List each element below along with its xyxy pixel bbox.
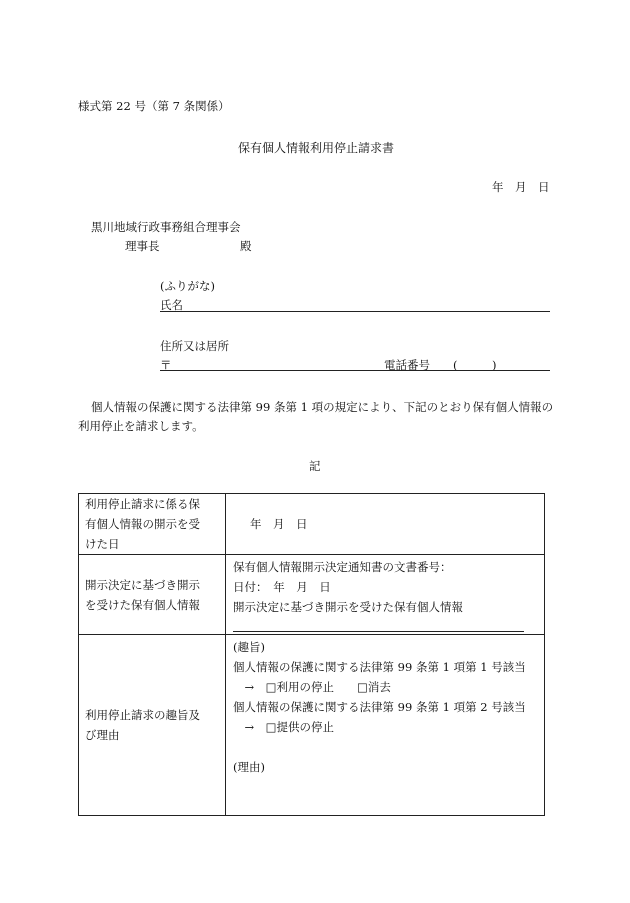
address-underline [160, 370, 550, 371]
purpose-item-1: 個人情報の保護に関する法律第 99 条第 1 項第 1 号該当 [233, 660, 526, 674]
table-row [79, 555, 545, 635]
row3-value[interactable] [226, 635, 545, 816]
row3-label-line: び理由 [85, 728, 120, 742]
notice-date: 日付： 年 月 日 [233, 580, 331, 594]
row2-label [79, 555, 226, 635]
purpose-heading: (趣旨) [233, 640, 265, 654]
phone-label: 電話番号 [384, 358, 430, 372]
row1-label-line: 利用停止請求に係る保 [85, 497, 200, 511]
table-row [79, 494, 545, 555]
form-number: 様式第 22 号（第 7 条関係） [78, 99, 230, 113]
phone-paren: ( ) [453, 358, 497, 372]
row2-label-line: を受けた保有個人情報 [85, 597, 200, 612]
form-title: 保有個人情報利用停止請求書 [238, 141, 395, 155]
purpose-item-2: 個人情報の保護に関する法律第 99 条第 1 項第 2 号該当 [233, 700, 526, 714]
spacer [233, 737, 544, 757]
name-label: 氏名 [160, 298, 183, 312]
notice-doc-number: 保有個人情報開示決定通知書の文書番号： [233, 560, 452, 574]
disclosure-date: 年 月 日 [250, 517, 308, 531]
intro-line-2: 利用停止を請求します。 [78, 419, 204, 433]
postal-mark: 〒 [160, 358, 172, 372]
request-table [78, 493, 545, 816]
addressee-org: 黒川地域行政事務組合理事会 [91, 220, 241, 234]
row3-label-line: 利用停止請求の趣旨及 [85, 708, 200, 722]
disclosed-info-underline [233, 631, 524, 632]
row3-label [79, 635, 226, 816]
purpose-item-1-options[interactable]: → □利用の停止 □消去 [233, 680, 391, 694]
addressee-role: 理事長 [125, 239, 160, 253]
name-underline [160, 311, 550, 312]
purpose-item-2-options[interactable]: → □提供の停止 [233, 720, 335, 734]
row2-label-line: 開示決定に基づき開示 [85, 577, 200, 592]
date-line: 年 月 日 [492, 180, 550, 194]
reason-heading: (理由) [233, 760, 265, 774]
ki-heading: 記 [309, 459, 321, 473]
row2-value[interactable] [226, 555, 545, 635]
table-row [79, 635, 545, 816]
row1-label-line: けた日 [85, 537, 120, 551]
disclosed-info-label: 開示決定に基づき開示を受けた保有個人情報 [233, 600, 463, 614]
furigana-label: (ふりがな) [160, 279, 215, 293]
intro-line-1: 個人情報の保護に関する法律第 99 条第 1 項の規定により、下記のとおり保有個人情報の [91, 400, 554, 414]
row1-value[interactable] [226, 494, 545, 555]
addressee-honorific: 殿 [240, 239, 252, 253]
row1-label [79, 494, 226, 555]
address-label: 住所又は居所 [160, 339, 229, 353]
row1-label-line: 有個人情報の開示を受 [85, 517, 200, 531]
